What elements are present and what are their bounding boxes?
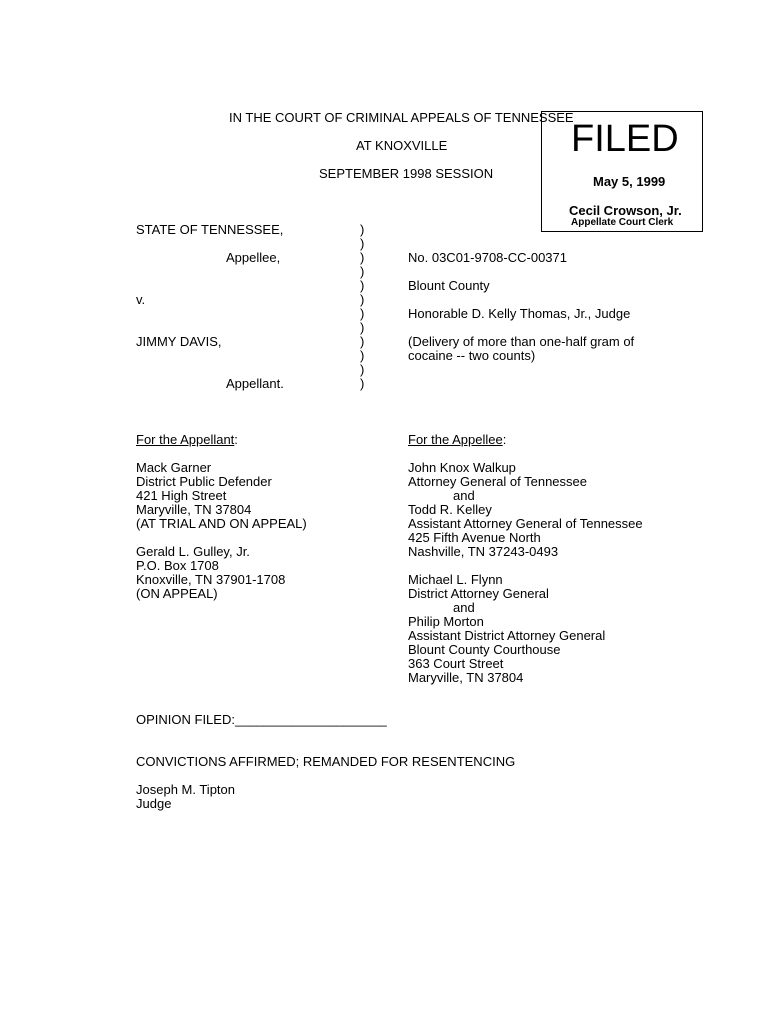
counsel-line: Maryville, TN 37804 (408, 670, 524, 685)
plaintiff-role: Appellee, (226, 250, 281, 265)
counsel-line: Michael L. Flynn (408, 572, 503, 587)
heading-colon: : (502, 432, 507, 447)
counsel-line: Nashville, TN 37243-0493 (408, 544, 559, 559)
counsel-line: Todd R. Kelley (408, 502, 492, 517)
disposition: CONVICTIONS AFFIRMED; REMANDED FOR RESENTENCING (136, 754, 516, 769)
stamp-filed-label: FILED (571, 118, 679, 160)
author-name: Joseph M. Tipton (136, 782, 235, 797)
paren: ) (360, 334, 365, 349)
heading-colon: : (234, 432, 238, 447)
trial-judge: Honorable D. Kelly Thomas, Jr., Judge (408, 306, 631, 321)
appellant-counsel-heading (136, 433, 238, 447)
counsel-line: and (453, 600, 475, 615)
counsel-line: Philip Morton (408, 614, 484, 629)
case-number: No. 03C01-9708-CC-00371 (408, 250, 567, 265)
opinion-filed-line: OPINION FILED:_____________________ (136, 712, 387, 727)
court-name: IN THE COURT OF CRIMINAL APPEALS OF TENNESSEE (229, 110, 574, 125)
caption-parenthesis-column (360, 223, 364, 391)
court-session: SEPTEMBER 1998 SESSION (319, 166, 494, 181)
counsel-line: 363 Court Street (408, 656, 504, 671)
counsel-line: 425 Fifth Avenue North (408, 530, 541, 545)
counsel-line: Knoxville, TN 37901-1708 (136, 572, 286, 587)
paren: ) (360, 264, 365, 279)
appellee-counsel-2 (408, 573, 605, 685)
versus: v. (136, 292, 146, 307)
county: Blount County (408, 278, 490, 293)
court-location: AT KNOXVILLE (356, 138, 448, 153)
appellee-counsel-heading (408, 433, 506, 447)
paren: ) (360, 348, 365, 363)
appellant-counsel-1 (136, 461, 307, 531)
counsel-line: Maryville, TN 37804 (136, 502, 252, 517)
counsel-line: District Attorney General (408, 586, 549, 601)
paren: ) (360, 376, 365, 391)
paren: ) (360, 292, 365, 307)
counsel-line: John Knox Walkup (408, 460, 516, 475)
appellee-heading-text: For the Appellee (408, 432, 503, 447)
stamp-clerk-title: Appellate Court Clerk (571, 217, 674, 228)
defendant-name: JIMMY DAVIS, (136, 334, 222, 349)
counsel-line: Attorney General of Tennessee (408, 474, 587, 489)
counsel-line: (AT TRIAL AND ON APPEAL) (136, 516, 307, 531)
counsel-line: P.O. Box 1708 (136, 558, 219, 573)
counsel-line: Assistant District Attorney General (408, 628, 606, 643)
plaintiff-name: STATE OF TENNESSEE, (136, 222, 284, 237)
counsel-line: 421 High Street (136, 488, 227, 503)
appellee-counsel-1 (408, 461, 643, 559)
paren: ) (360, 320, 365, 335)
counsel-line: and (453, 488, 475, 503)
counsel-line: Gerald L. Gulley, Jr. (136, 544, 250, 559)
paren: ) (360, 222, 365, 237)
stamp-clerk-name: Cecil Crowson, Jr. (569, 203, 682, 218)
counsel-line: (ON APPEAL) (136, 586, 218, 601)
paren: ) (360, 236, 365, 251)
paren: ) (360, 362, 365, 377)
counsel-line: Blount County Courthouse (408, 642, 561, 657)
paren: ) (360, 250, 365, 265)
defendant-role: Appellant. (226, 376, 284, 391)
counsel-line: District Public Defender (136, 474, 272, 489)
paren: ) (360, 278, 365, 293)
filed-stamp (541, 111, 703, 232)
offense-description-line2: cocaine -- two counts) (408, 348, 536, 363)
counsel-line: Mack Garner (136, 460, 212, 475)
appellant-heading-text: For the Appellant (136, 432, 235, 447)
paren: ) (360, 306, 365, 321)
appellant-counsel-2 (136, 545, 285, 601)
counsel-line: Assistant Attorney General of Tennessee (408, 516, 643, 531)
offense-description-line1: (Delivery of more than one-half gram of (408, 334, 635, 349)
author-title: Judge (136, 796, 172, 811)
stamp-date: May 5, 1999 (593, 174, 666, 189)
